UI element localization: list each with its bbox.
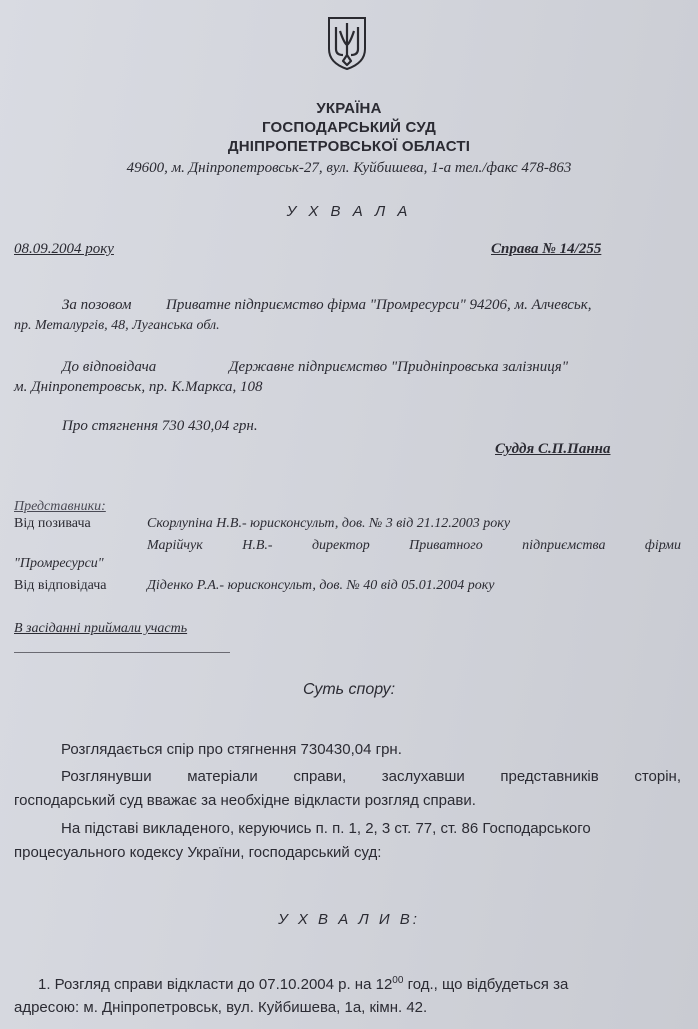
plaintiff-rep2-line2: "Промресурси" (14, 556, 104, 571)
country-title: УКРАЇНА (316, 100, 382, 117)
claim-subject: Про стягнення 730 430,04 грн. (62, 418, 258, 434)
defendant-rep-label: Від відповідача (14, 578, 107, 593)
participants-heading: В засіданні приймали участь (14, 621, 188, 636)
document-date: 08.09.2004 року (14, 241, 114, 257)
case-number: Справа № 14/255 (491, 241, 602, 257)
body-paragraph-3-line1: На підставі викладеного, керуючись п. п. 1, 2, 3 ст. 77, ст. 86 Господарського (61, 820, 591, 837)
plaintiff-line1: Приватне підприємство фірма "Промресурси" 94206, м. Алчевськ, (166, 297, 592, 313)
court-name-line1: ГОСПОДАРСЬКИЙ СУД (262, 119, 436, 136)
plaintiff-label: За позовом (62, 297, 132, 313)
coat-of-arms-icon (325, 15, 369, 71)
plaintiff-rep2-line1: Марійчук Н.В.- директор Приватного підприємства фірми (147, 538, 681, 553)
document-title: У Х В А Л А (286, 203, 412, 220)
body-paragraph-2-line2: господарський суд вважає за необхідне відкласти розгляд справи. (14, 792, 476, 809)
ruling-item1-line2: адресою: м. Дніпропетровськ, вул. Куйбишева, 1а, кімн. 42. (14, 999, 428, 1016)
body-paragraph-3-line2: процесуального кодексу України, господарський суд: (14, 844, 382, 861)
judge-name: Суддя С.П.Панна (495, 441, 611, 457)
plaintiff-line2: пр. Металургів, 48, Луганська обл. (14, 318, 220, 333)
defendant-label: До відповідача (62, 359, 157, 375)
ruling-item1-line1: 1. Розгляд справи відкласти до 07.10.2004 р. на $12^{00}$ год., що відбудеться за (38, 975, 569, 993)
body-paragraph-2-line1: Розглянувши матеріали справи, заслухавши представників сторін, (61, 768, 681, 785)
court-address: 49600, м. Дніпропетровськ-27, вул. Куйбишева, 1-а тел./факс 478-863 (126, 160, 572, 176)
body-paragraph-1: Розглядається спір про стягнення 730430,04 грн. (61, 741, 402, 758)
ruling-heading: У Х В А Л И В: (278, 911, 420, 928)
plaintiff-rep-label: Від позивача (14, 516, 91, 531)
court-name-line2: ДНІПРОПЕТРОВСЬКОЇ ОБЛАСТІ (227, 138, 471, 155)
separator-line (14, 652, 230, 653)
defendant-rep: Діденко Р.А.- юрисконсульт, дов. № 40 від 05.01.2004 року (147, 578, 495, 593)
dispute-heading: Суть спору: (302, 681, 396, 698)
defendant-line1: Державне підприємство "Придніпровська залізниця" (229, 359, 569, 375)
defendant-line2: м. Дніпропетровськ, пр. К.Маркса, 108 (14, 379, 263, 395)
plaintiff-rep1: Скорлупіна Н.В.- юрисконсульт, дов. № 3 від 21.12.2003 року (147, 516, 511, 531)
representatives-heading: Представники: (14, 499, 106, 514)
